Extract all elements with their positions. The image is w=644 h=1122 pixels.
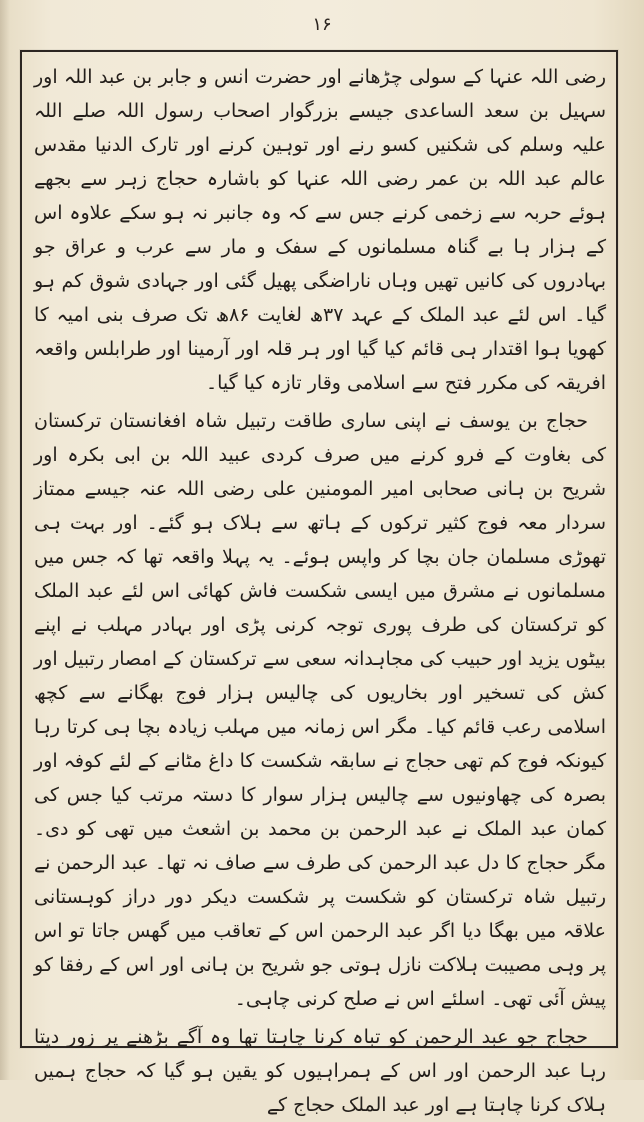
paragraph-2: حجاج بن یوسف نے اپنی ساری طاقت رتبیل شاہ افغانستان ترکستان کی بغاوت کے فرو کرنے میں صرف کردی عبید اللہ بن ابی بکرہ اور شریح بن ہانی صحابی امیر المومنین علی رضی اللہ عنہ جیسے ممتاز سردار معہ فوج کثیر ترکوں کے ہاتھ سے ہلاک ہو گئے۔ اور بہت ہی تھوڑی مسلمان جان بچا کر واپس ہوئے۔ یہ پہلا واقعہ تھا کہ جس میں مسلمانوں نے مشرق میں ایسی شکست فاش کھائی اس لئے عبد الملک کو ترکستان کی طرف پوری توجہ کرنی پڑی اور بہادر مہلب نے اپنے بیٹوں یزید اور حبیب کی مجاہدانہ سعی سے ترکستان کے امصار رتبیل اور کش کی تسخیر اور بخاریوں کی چالیس ہزار فوج بھگانے سے کچھ اسلامی رعب قائم کیا۔ مگر اس زمانہ میں مہلب زیادہ بچا ہی کرتا رہا کیونکہ فوج کم تھی حجاج نے سابقہ شکست کا داغ مٹانے کے لئے کوفہ اور بصرہ کی چھاونیوں سے چالیس ہزار سوار کا دستہ مرتب کیا جس کی کمان عبد الملک نے عبد الرحمن بن محمد بن اشعث میں تھی کو دی۔ مگر حجاج کا دل عبد الرحمن کی طرف سے صاف نہ تھا۔ عبد الرحمن نے رتبیل شاہ ترکستان کو شکست پر شکست دیکر دور دراز کوہستانی علاقہ میں بھگا دیا اگر عبد الرحمن اس کے تعاقب میں گھس جاتا تو اس پر وہی مصیبت ہلاکت نازل ہوتی جو شریح بن ہانی اور اس کے رفقا کو پیش آئی تھی۔ اسلئے اس نے صلح کرنی چاہی۔ [34,410,606,1010]
paragraph-1: رضی اللہ عنہا کے سولی چڑھانے اور حضرت انس و جابر بن عبد اللہ اور سہیل بن سعد الساعدی جیسے بزرگوار اصحاب رسول اللہ صلے اللہ علیہ وسلم کی شکنیں کسو رنے اور توہین کرنے اور تارک الدنیا مقدس عالم عبد اللہ بن عمر رضی اللہ عنہا کو باشارہ حجاج زہر سے بجھے ہوئے حربہ سے زخمی کرنے جس سے کہ وہ جانبر نہ ہو سکے علاوہ اس کے ہزار ہا بے گناہ مسلمانوں کے سفک و مار سے عرب و عراق جو بہادروں کی کانیں تھیں وہاں ناراضگی پھیل گئی اور جہادی شوق کم ہو گیا۔ اس لئے عبد الملک کے عہد ۳۷ھ لغایت ۸۶ھ تک صرف بنی امیہ کا کھویا ہوا اقتدار ہی قائم کیا گیا اور ہر قلہ اور آرمینا اور طرابلس واقعہ افریقہ کی مکرر فتح سے اسلامی وقار تازہ کیا گیا۔ [34,66,606,394]
page-number: ۱۶ [312,14,332,35]
page-edge-shadow [0,0,10,1080]
body-text [34,60,606,1122]
paragraph-3: حجاج جو عبد الرحمن کو تباہ کرنا چاہتا تھا وہ آگے بڑھنے پر زور دیتا رہا عبد الرحمن اور اس کے ہمراہیوں کو یقین ہو گیا کہ حجاج ہمیں ہلاک کرنا چاہتا ہے اور عبد الملک حجاج کے [34,1026,606,1116]
